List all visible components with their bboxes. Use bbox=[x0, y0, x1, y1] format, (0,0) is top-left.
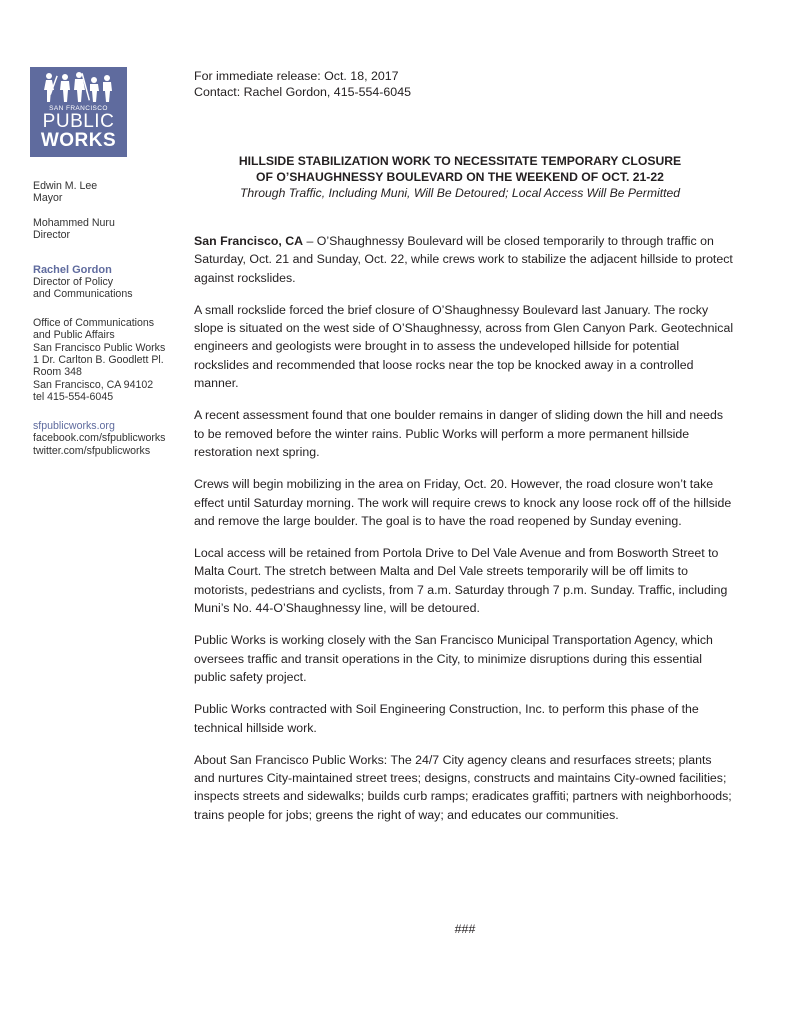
dateline: San Francisco, CA bbox=[194, 234, 304, 248]
paragraph-5: Local access will be retained from Portola Drive to Del Vale Avenue and from Bosworth Street to Malta Court. The stretch between Malta and Del Vale streets temporarily will be off limits to motorists, pedestrians and cyclists, from 7 a.m. Saturday through 7 p.m. Sunday. Traffic, including Muni’s No. 44-O’Shaughnessy line, will be detoured. bbox=[194, 546, 728, 616]
contact-title-line2: and Communications bbox=[33, 288, 133, 301]
office-line: tel 415-554-6045 bbox=[33, 391, 114, 404]
links-block bbox=[33, 420, 183, 457]
sidebar bbox=[33, 180, 183, 469]
logo-subtitle: SAN FRANCISCO bbox=[49, 105, 108, 112]
release-date: For immediate release: Oct. 18, 2017 bbox=[194, 69, 399, 83]
contact-name: Rachel Gordon bbox=[33, 263, 112, 276]
office-line: and Public Affairs bbox=[33, 329, 115, 342]
office-block bbox=[33, 317, 183, 404]
workers-silhouette-icon bbox=[41, 71, 116, 104]
mayor-title: Mayor bbox=[33, 192, 63, 205]
website-link[interactable]: sfpublicworks.org bbox=[33, 419, 115, 432]
mayor-name: Edwin M. Lee bbox=[33, 180, 98, 192]
paragraph-8: About San Francisco Public Works: The 24/7 City agency cleans and resurfaces streets; plants and nurtures City-maintained street trees; designs, constructs and maintains City-owned facilities; inspects streets and sidewalks; builds curb ramps; eradicates graffiti; partners with neighborhoods; trains people for jobs; greens the right of way; and educates our communities. bbox=[194, 752, 732, 822]
release-info bbox=[194, 68, 411, 100]
paragraph-4: Crews will begin mobilizing in the area on Friday, Oct. 20. However, the road closure won’t take effect until Saturday morning. The work will require crews to knock any loose rock off of the hillside and remove the large boulder. The goal is to have the road reopened by Sunday evening. bbox=[194, 477, 732, 528]
subheadline: Through Traffic, Including Muni, Will Be Detoured; Local Access Will Be Permitted bbox=[239, 186, 681, 200]
director-name: Mohammed Nuru bbox=[33, 216, 115, 229]
contact-title-line1: Director of Policy bbox=[33, 276, 114, 289]
public-works-logo bbox=[30, 67, 127, 157]
paragraph-7: Public Works contracted with Soil Engineering Construction, Inc. to perform this phase of the technical hillside work. bbox=[194, 702, 699, 735]
office-line: Office of Communications bbox=[33, 316, 155, 329]
office-line: Room 348 bbox=[33, 366, 82, 379]
twitter-link[interactable]: twitter.com/sfpublicworks bbox=[33, 444, 151, 457]
paragraph-6: Public Works is working closely with the San Francisco Municipal Transportation Agency, which oversees traffic and transit operations in the City, to minimize disruptions during this essential public safety project. bbox=[194, 633, 713, 684]
paragraph-1-text: – O’Shaughnessy Boulevard will be closed temporarily to through traffic on Saturday, Oct. 21 and Sunday, Oct. 22, while crews work to stabilize the adjacent hillside to protect against rockslides. bbox=[194, 234, 733, 285]
mayor-block bbox=[33, 180, 183, 205]
office-line: San Francisco Public Works bbox=[33, 341, 166, 354]
press-release-body bbox=[194, 232, 734, 838]
paragraph-3: A recent assessment found that one boulder remains in danger of sliding down the hill and needs to be removed before the winter rains. Public Works will perform a more permanent hillside restoration next spring. bbox=[194, 408, 724, 459]
end-mark: ### bbox=[454, 922, 476, 936]
headline-line2: OF O’SHAUGHNESSY BOULEVARD ON THE WEEKEND OF OCT. 21-22 bbox=[256, 170, 664, 184]
paragraph-2: A small rockslide forced the brief closure of O’Shaughnessy Boulevard last January. The rocky slope is situated on the west side of O’Shaughnessy, across from Glen Canyon Park. Geotechnical engineers and geologists were brought in to assess the undeveloped hillside for potential rockslides and recommended that loose rocks near the top be knocked away in a controlled manner. bbox=[194, 302, 734, 391]
facebook-link[interactable]: facebook.com/sfpublicworks bbox=[33, 432, 166, 445]
office-line: San Francisco, CA 94102 bbox=[33, 378, 154, 391]
director-block bbox=[33, 217, 183, 242]
logo-line-works: WORKS bbox=[40, 130, 117, 151]
paragraph-1 bbox=[194, 232, 734, 287]
logo-line-public: PUBLIC bbox=[42, 111, 115, 132]
release-contact: Contact: Rachel Gordon, 415-554-6045 bbox=[194, 85, 411, 99]
headline bbox=[180, 153, 740, 201]
director-title: Director bbox=[33, 229, 71, 242]
contact-block bbox=[33, 264, 183, 301]
office-line: 1 Dr. Carlton B. Goodlett Pl. bbox=[33, 354, 164, 367]
headline-line1: HILLSIDE STABILIZATION WORK TO NECESSITATE TEMPORARY CLOSURE bbox=[238, 154, 682, 168]
